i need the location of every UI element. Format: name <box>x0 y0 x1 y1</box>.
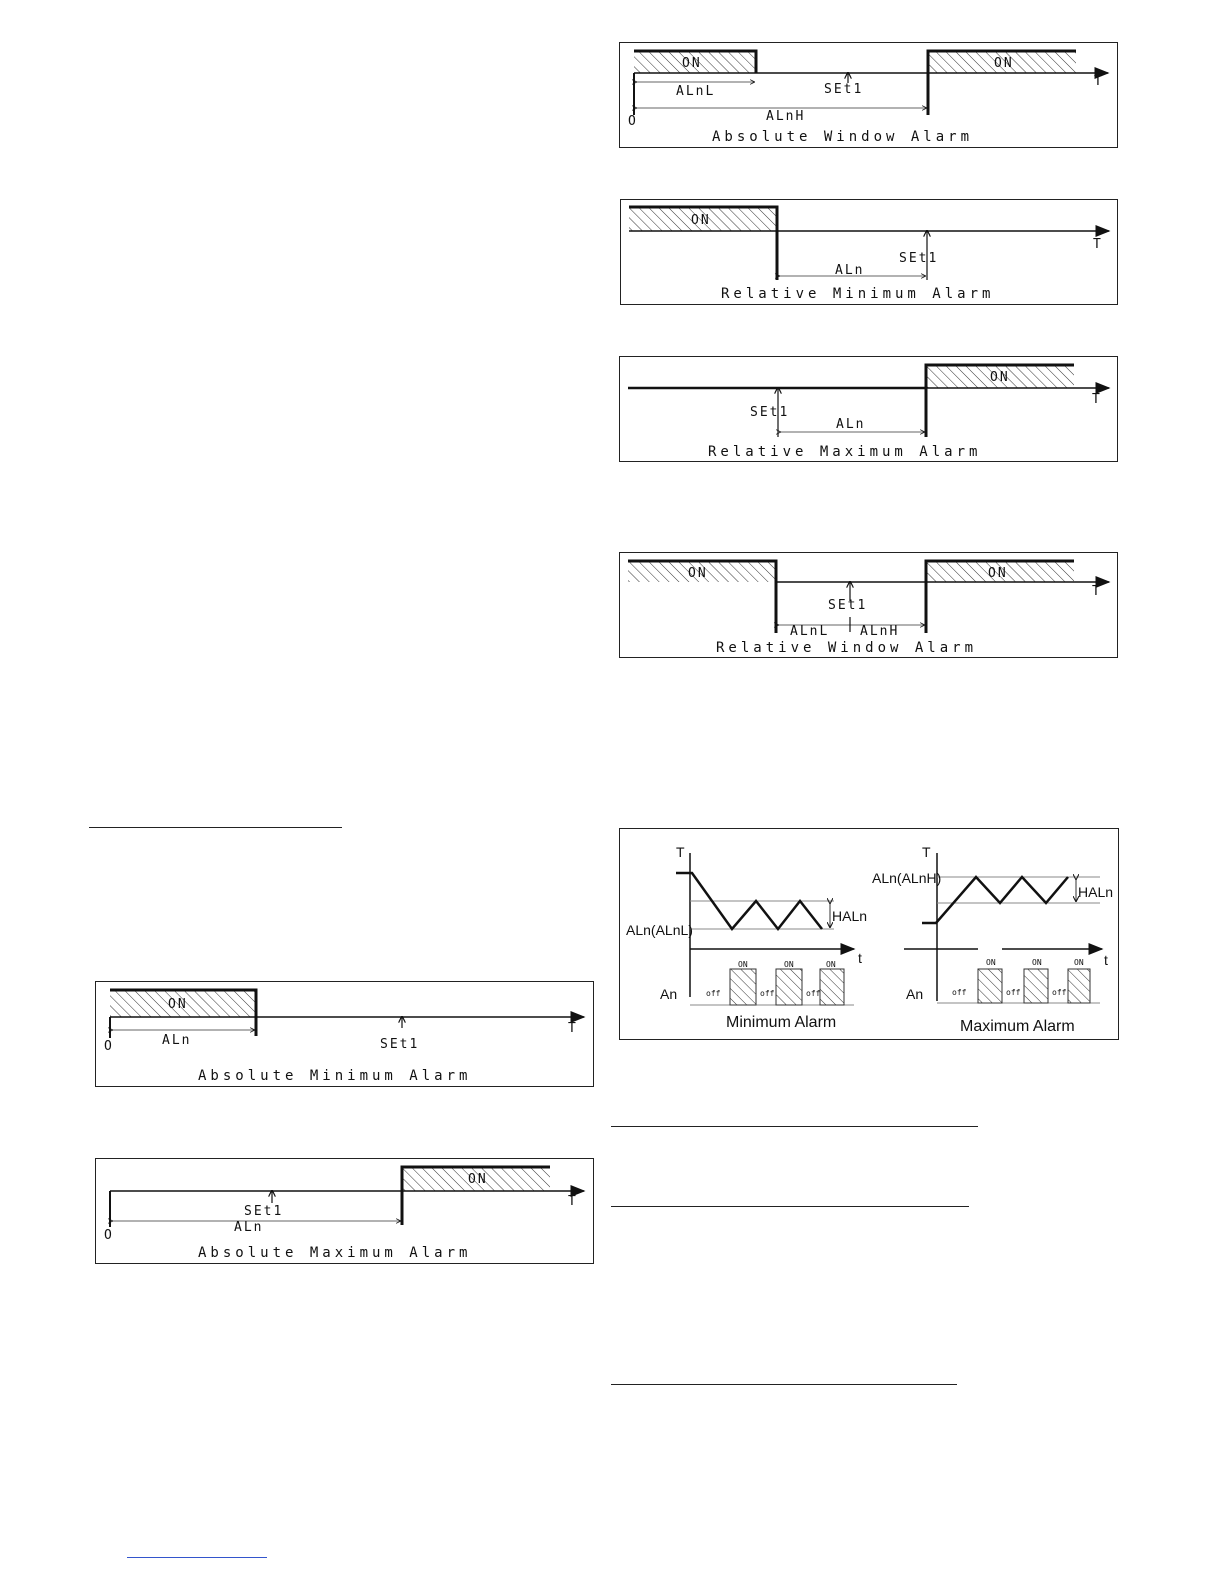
origin-label: O <box>104 1228 114 1243</box>
alarm-hysteresis-diagram <box>619 828 1119 1040</box>
set1-label: SEt1 <box>828 598 868 613</box>
min-threshold-label: ALn(ALnL) <box>626 922 693 938</box>
min-output-label: An <box>660 986 678 1002</box>
on-label: ON <box>691 213 711 228</box>
min-on-label: ON <box>826 960 836 969</box>
max-threshold-label: ALn(ALnH) <box>872 870 942 886</box>
set1-label: SEt1 <box>899 251 939 266</box>
max-output-label: An <box>906 986 924 1002</box>
relative-window-alarm-diagram <box>619 552 1118 658</box>
max-caption: Maximum Alarm <box>960 1018 1075 1035</box>
aln-label: ALn <box>835 263 865 278</box>
absolute-window-alarm-diagram <box>619 42 1118 148</box>
max-off-label: off <box>1006 988 1021 997</box>
time-axis-label: T <box>1092 392 1102 407</box>
set1-label: SEt1 <box>750 405 790 420</box>
section-heading-rule <box>611 1206 969 1207</box>
time-axis-label: T <box>568 1021 578 1036</box>
aln-label: ALn <box>162 1033 192 1048</box>
set1-label: SEt1 <box>244 1204 284 1219</box>
min-on-label: ON <box>784 960 794 969</box>
min-off-label: off <box>760 989 775 998</box>
on-label: ON <box>468 1172 488 1187</box>
on-label: ON <box>990 370 1010 385</box>
set1-label: SEt1 <box>380 1037 420 1052</box>
diagram-caption: Absolute Maximum Alarm <box>198 1245 472 1261</box>
on-label-right: ON <box>994 56 1014 71</box>
max-on-pulse <box>1024 969 1048 1003</box>
relative-maximum-alarm-diagram <box>619 356 1118 462</box>
section-heading-rule <box>89 827 342 828</box>
max-hysteresis-label: HALn <box>1078 884 1114 900</box>
min-on-pulse <box>730 969 756 1005</box>
max-on-pulse <box>1068 969 1090 1003</box>
min-hysteresis-label: HALn <box>832 908 868 924</box>
alnh-label: ALnH <box>860 624 900 639</box>
diagram-caption: Relative Maximum Alarm <box>708 444 982 460</box>
min-off-label: off <box>706 989 721 998</box>
min-on-label: ON <box>738 960 748 969</box>
absolute-maximum-alarm-diagram <box>95 1158 594 1264</box>
min-on-pulse <box>776 969 802 1005</box>
alnh-label: ALnH <box>766 109 806 124</box>
diagram-caption: Absolute Minimum Alarm <box>198 1068 472 1084</box>
diagram-caption: Relative Window Alarm <box>716 640 978 656</box>
min-y-axis-label: T <box>676 844 685 860</box>
on-label: ON <box>168 997 188 1012</box>
on-label-right: ON <box>988 566 1008 581</box>
max-off-label: off <box>952 988 967 997</box>
time-axis-label: T <box>1092 584 1102 599</box>
origin-label: O <box>104 1039 114 1054</box>
relative-minimum-alarm-diagram <box>620 199 1118 305</box>
min-caption: Minimum Alarm <box>726 1014 837 1031</box>
on-label-left: ON <box>688 566 708 581</box>
absolute-minimum-alarm-diagram <box>95 981 594 1087</box>
section-heading-rule <box>611 1126 978 1127</box>
time-axis-label: T <box>568 1194 578 1209</box>
max-on-label: ON <box>1074 958 1084 967</box>
diagram-caption: Relative Minimum Alarm <box>721 286 995 302</box>
max-x-axis-label: t <box>1104 952 1108 968</box>
aln-label: ALn <box>234 1220 264 1235</box>
aln-label: ALn <box>836 417 866 432</box>
footer-link-rule[interactable] <box>127 1557 267 1558</box>
max-temperature-curve <box>922 877 1068 923</box>
min-x-axis-label: t <box>858 950 862 966</box>
max-y-axis-label: T <box>922 844 931 860</box>
max-on-label: ON <box>986 958 996 967</box>
on-label-left: ON <box>682 56 702 71</box>
time-axis-label: T <box>1094 74 1104 89</box>
diagram-caption: Absolute Window Alarm <box>712 129 974 145</box>
alnl-label: ALnL <box>790 624 830 639</box>
set1-label: SEt1 <box>824 82 864 97</box>
alnl-label: ALnL <box>676 84 716 99</box>
origin-label: O <box>628 114 638 129</box>
min-on-pulse <box>820 969 844 1005</box>
min-off-label: off <box>806 989 821 998</box>
max-on-label: ON <box>1032 958 1042 967</box>
section-heading-rule <box>611 1384 957 1385</box>
max-off-label: off <box>1052 988 1067 997</box>
time-axis-label: T <box>1093 237 1103 252</box>
max-on-pulse <box>978 969 1002 1003</box>
